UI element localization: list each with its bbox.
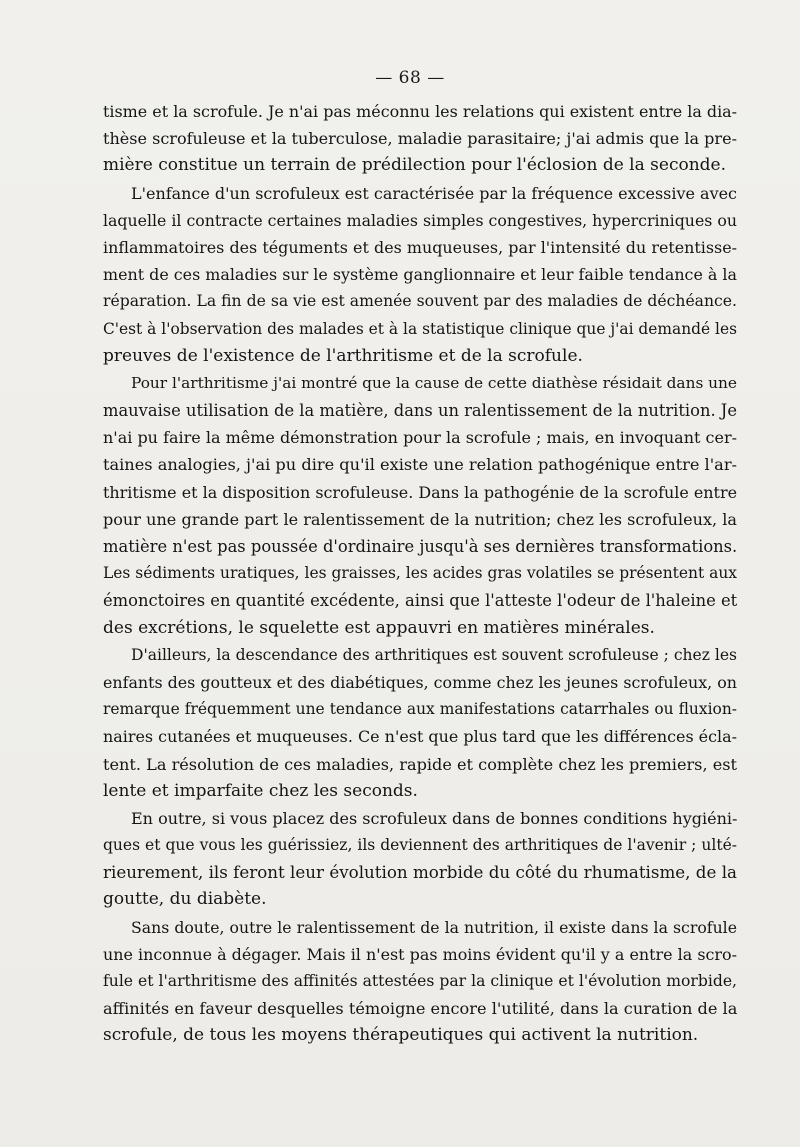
text-line: thritisme et la disposition scrofuleuse. Dans la pathogénie de la scrofule entre <box>103 482 737 502</box>
page-number: — 68 — <box>375 68 445 88</box>
text-line: C'est à l'observation des malades et à la statistique clinique que j'ai demandé les <box>103 319 737 338</box>
text-line: laquelle il contracte certaines maladies simples congestives, hypercriniques ou <box>103 210 737 230</box>
text-line: n'ai pu faire la même démonstration pour la scrofule ; mais, en invoquant cer- <box>103 428 737 448</box>
text-line: naires cutanées et muqueuses. Ce n'est que plus tard que les différences écla- <box>103 727 738 747</box>
text-line: des excrétions, le squelette est appauvri en matières minérales. <box>103 617 655 638</box>
text-line: fule et l'arthritisme des affinités attestées par la clinique et l'évolution morbide, <box>103 972 737 990</box>
text-line: réparation. La fin de sa vie est amenée souvent par des maladies de déchéance. <box>103 292 737 311</box>
text-line: scrofule, de tous les moyens thérapeutiques qui activent la nutrition. <box>103 1025 699 1046</box>
text-line: En outre, si vous placez des scrofuleux dans de bonnes conditions hygiéni- <box>131 808 738 828</box>
text-line: pour une grande part le ralentissement de la nutrition; chez les scrofuleux, la <box>103 509 737 529</box>
text-line: preuves de l'existence de l'arthritisme et de la scrofule. <box>103 345 583 366</box>
text-line: matière n'est pas poussée d'ordinaire jusqu'à ses dernières transformations. <box>103 537 738 556</box>
text-line: Les sédiments uratiques, les graisses, les acides gras volatiles se présentent aux <box>103 564 737 583</box>
text-line: rieurement, ils feront leur évolution morbide du côté du rhumatisme, de la <box>103 862 737 883</box>
text-line: L'enfance d'un scrofuleux est caractérisée par la fréquence excessive avec <box>131 183 737 203</box>
text-line: lente et imparfaite chez les seconds. <box>103 780 418 801</box>
text-line: Sans doute, outre le ralentissement de la nutrition, il existe dans la scrofule <box>131 917 737 937</box>
text-line: goutte, du diabète. <box>103 889 267 910</box>
text-line: enfants des goutteux et des diabétiques, comme chez les jeunes scrofuleux, on <box>103 672 737 692</box>
text-line: tisme et la scrofule. Je n'ai pas méconnu les relations qui existent entre la dia- <box>103 102 738 121</box>
text-line: une inconnue à dégager. Mais il n'est pas moins évident qu'il y a entre la scro- <box>103 944 737 964</box>
text-line: remarque fréquemment une tendance aux manifestations catarrhales ou fluxion- <box>103 700 737 719</box>
text-line: ment de ces maladies sur le système ganglionnaire et leur faible tendance à la <box>103 265 737 285</box>
text-line: taines analogies, j'ai pu dire qu'il existe une relation pathogénique entre l'ar- <box>103 455 738 475</box>
text-line: ques et que vous les guérissiez, ils deviennent des arthritiques de l'avenir ; ulté- <box>103 836 737 855</box>
body-text <box>103 98 737 1050</box>
text-line: thèse scrofuleuse et la tuberculose, maladie parasitaire; j'ai admis que la pre- <box>103 129 737 149</box>
text-line: D'ailleurs, la descendance des arthritiques est souvent scrofuleuse ; chez les <box>131 645 737 664</box>
text-line: inflammatoires des téguments et des muqueuses, par l'intensité du retentisse- <box>103 237 737 257</box>
text-line: affinités en faveur desquelles témoigne encore l'utilité, dans la curation de la <box>103 999 738 1019</box>
text-line: tent. La résolution de ces maladies, rapide et complète chez les premiers, est <box>103 754 737 774</box>
text-line: émonctoires en quantité excédente, ainsi que l'atteste l'odeur de l'haleine et <box>103 591 738 611</box>
text-line: mauvaise utilisation de la matière, dans un ralentissement de la nutrition. Je <box>103 401 737 421</box>
text-line: mière constitue un terrain de prédilection pour l'éclosion de la seconde. <box>103 155 726 176</box>
text-line: Pour l'arthritisme j'ai montré que la cause de cette diathèse résidait dans une <box>131 373 738 392</box>
